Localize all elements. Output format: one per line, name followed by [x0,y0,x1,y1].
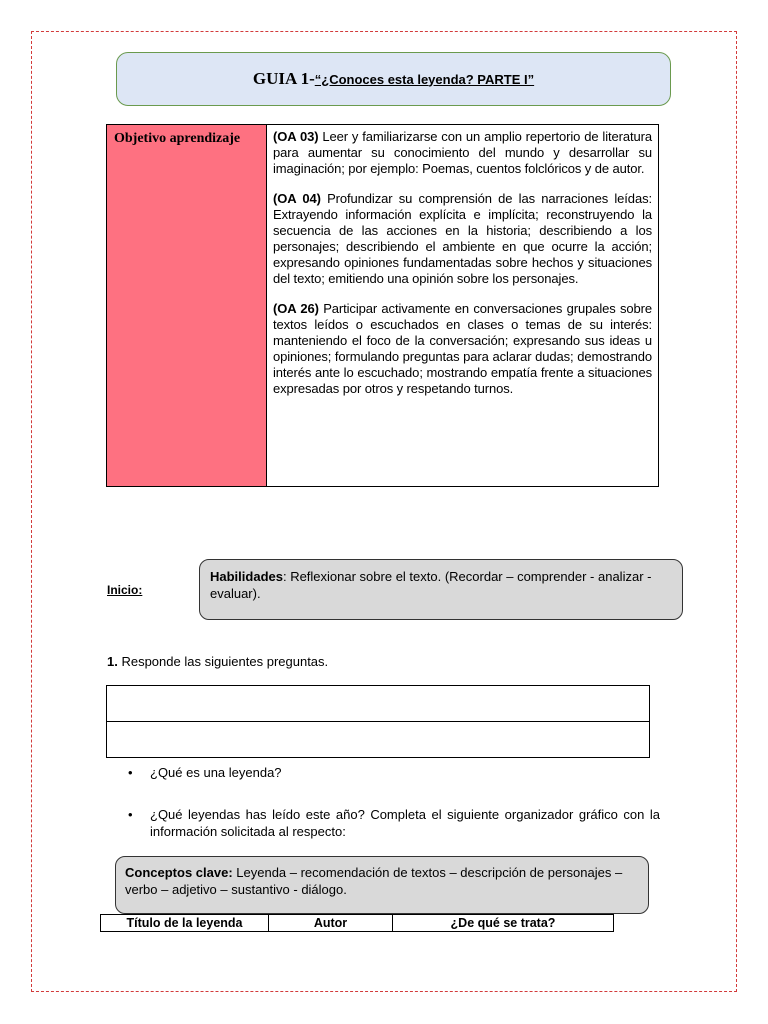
bullet-item [128,764,648,781]
objective-text: Participar activamente en conversaciones grupales sobre textos leídos o escuchados en clases o temas de su interés: manteniendo el foco de la conversación; expresando sus ideas u opiniones; formulando preguntas para aclarar dudas; demostrando interés ante lo escuchado; mostrando empatía frente a situaciones expresadas por otros y respetando turnos. [273,301,652,396]
organizer-header-title: Título de la leyenda [101,915,269,931]
objective-oa04 [273,191,652,287]
objective-text: Leer y familiarizarse con un amplio repertorio de literatura para aumentar su conocimiento del mundo y desarrollar su imaginación; por ejemplo: Poemas, cuentos folclóricos y de autor. [273,129,652,176]
organizer-table [100,914,614,932]
objectives-label: Objetivo aprendizaje [107,125,267,486]
bullet-text: ¿Qué es una leyenda? [150,765,282,780]
objective-oa26 [273,301,652,397]
objective-text: Profundizar su comprensión de las narraciones leídas: Extrayendo información explícita e implícita; reconstruyendo la secuencia de las acciones en la historia; describiendo a los personajes; describiendo el ambiente en que ocurre la acción; expresando opiniones fundamentadas sobre hechos y situaciones del texto; emitiendo una opinión sobre los personajes. [273,191,652,286]
guide-title: GUIA 1- [252,69,315,88]
title-banner [116,52,671,106]
habilidades-box [199,559,683,620]
habilidades-text: : Reflexionar sobre el texto. (Recordar – comprender - analizar - evaluar). [210,569,652,601]
objective-code: (OA 04) [273,191,321,206]
question-1 [107,654,328,669]
objectives-table [106,124,659,487]
answer-row[interactable] [107,686,649,722]
habilidades-label: Habilidades [210,569,283,584]
answer-row[interactable] [107,722,649,758]
bullet-text: ¿Qué leyendas has leído este año? Completa el siguiente organizador gráfico con la información solicitada al respecto: [150,807,660,839]
objectives-content [267,125,658,486]
conceptos-clave-box [115,856,649,914]
question-number: 1. [107,654,118,669]
bullet-icon: • [128,807,133,822]
answer-table [106,685,650,758]
objective-oa03 [273,129,652,177]
bullet-item [128,806,660,840]
conceptos-label: Conceptos clave: [125,865,233,880]
inicio-label: Inicio: [107,583,143,597]
conceptos-text: Leyenda – recomendación de textos – descripción de personajes – verbo – adjetivo – sustantivo - diálogo. [125,865,623,897]
objective-code: (OA 03) [273,129,319,144]
guide-subtitle: “¿Conoces esta leyenda? PARTE I” [314,71,535,87]
organizer-header-summary: ¿De qué se trata? [450,916,556,930]
bullet-icon: • [128,765,133,780]
objective-code: (OA 26) [273,301,319,316]
question-text: Responde las siguientes preguntas. [117,654,329,669]
organizer-header-author: Autor [269,915,393,931]
